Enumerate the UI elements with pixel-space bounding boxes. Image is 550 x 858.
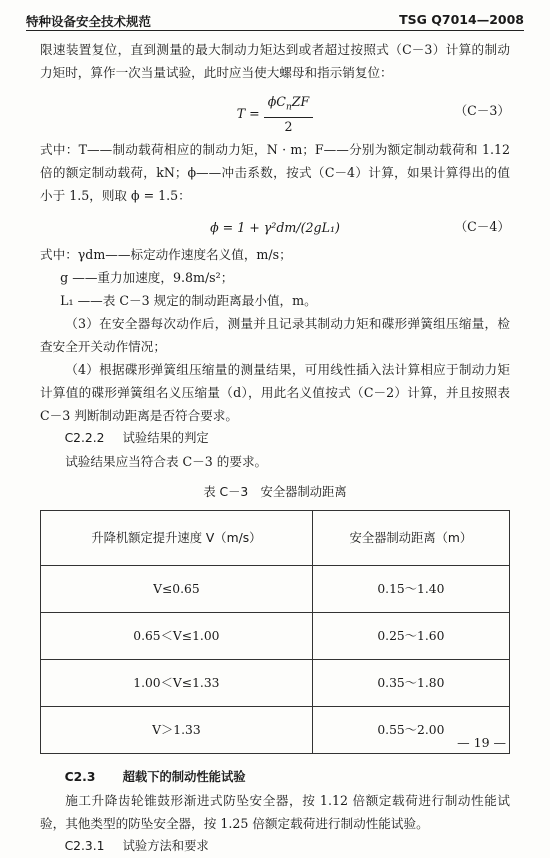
paragraph-4: g ——重力加速度，9.8m/s²； <box>60 270 234 285</box>
table-row <box>41 613 510 660</box>
table-row <box>41 566 510 613</box>
paragraph-3: 式中：γdm——标定动作速度名义值，m/s； <box>40 247 292 262</box>
page-body <box>40 38 510 858</box>
paragraph-1: 限速装置复位，直到测量的最大制动力矩达到或者超过按照式（C－3）计算的制动力矩时，算作一次当量试验，此时应当使大螺母和指示销复位： <box>40 42 510 80</box>
page-header <box>26 8 524 28</box>
braking-distance-table <box>40 510 510 754</box>
formula-c3-num-main: ϕC <box>267 94 286 109</box>
table-header-speed: 升降机额定提升速度 V（m/s） <box>41 511 313 566</box>
table-cell-speed: 1.00＜V≤1.33 <box>41 660 313 707</box>
section-heading-c222 <box>40 427 510 450</box>
header-rule <box>26 30 524 31</box>
formula-c3-numerator <box>264 93 314 118</box>
section-heading-c23 <box>40 766 510 789</box>
section-c23-text: 施工升降齿轮锥鼓形渐进式防坠安全器，按 1.12 倍额定载荷进行制动性能试验，其他类型的防坠安全器，按 1.25 倍额定载荷进行制动性能试验。 <box>40 793 510 831</box>
formula-c3-num-sub: n <box>285 102 292 113</box>
table-cell-speed: V＞1.33 <box>41 707 313 754</box>
formula-c4-expression: ϕ = 1 + γ²dm/(2gL₁) <box>210 220 340 235</box>
formula-c3-expression <box>40 93 510 136</box>
formula-c3-fraction <box>264 93 314 136</box>
section-number: C2.2.2 <box>64 431 105 445</box>
section-title: 试验方法和要求 <box>122 839 209 853</box>
section-c222-text: 试验结果应当符合表 C－3 的要求。 <box>65 454 268 469</box>
section-title: 试验结果的判定 <box>122 431 209 445</box>
table-header-distance: 安全器制动距离（m） <box>312 511 509 566</box>
table-cell-distance: 0.55～2.00 <box>312 707 509 754</box>
formula-c3-number: （C－3） <box>454 103 510 118</box>
header-title: 特种设备安全技术规范 <box>26 14 152 29</box>
table-cell-speed: 0.65＜V≤1.00 <box>41 613 313 660</box>
formula-c3-num-rest: ZF <box>291 94 310 109</box>
header-standard-code: TSG Q7014—2008 <box>399 12 524 27</box>
paragraph-2: 式中：T——制动载荷相应的制动力矩，N · m；F——分别为额定制动载荷和 1.12 倍的额定制动载荷，kN；ϕ——冲击系数，按式（C－4）计算，如果计算得出的值小于 1.5，则取 ϕ = 1.5： <box>40 142 510 203</box>
table-cell-speed: V≤0.65 <box>41 566 313 613</box>
table-cell-distance: 0.15～1.40 <box>312 566 509 613</box>
formula-c3-lhs: T = <box>236 105 260 121</box>
formula-c4 <box>40 210 510 240</box>
section-heading-c231 <box>40 835 510 858</box>
table-cell-distance: 0.35～1.80 <box>312 660 509 707</box>
formula-c4-number: （C－4） <box>454 219 510 234</box>
formula-c3-denominator: 2 <box>284 118 293 134</box>
table-header-row <box>41 511 510 566</box>
section-number: C2.3.1 <box>64 839 105 853</box>
section-number: C2.3 <box>64 770 96 784</box>
table-row <box>41 660 510 707</box>
section-title: 超载下的制动性能试验 <box>122 770 246 784</box>
paragraph-5: L₁ ——表 C－3 规定的制动距离最小值，m。 <box>60 293 317 308</box>
formula-c3 <box>40 87 510 135</box>
table-caption: 表 C－3 安全器制动距离 <box>203 485 347 499</box>
table-row <box>41 707 510 754</box>
table-cell-distance: 0.25～1.60 <box>312 613 509 660</box>
paragraph-6: （3）在安全器每次动作后，测量并且记录其制动力矩和碟形弹簧组压缩量，检查安全开关动作情况； <box>40 316 510 354</box>
paragraph-7: （4）根据碟形弹簧组压缩量的测量结果，可用线性插入法计算相应于制动力矩计算值的碟形弹簧组名义压缩量（d），用此名义值按式（C－2）计算，并且按照表 C－3 判断制动距离是否符合要求。 <box>40 362 510 423</box>
page-number: — 19 — <box>457 735 506 750</box>
